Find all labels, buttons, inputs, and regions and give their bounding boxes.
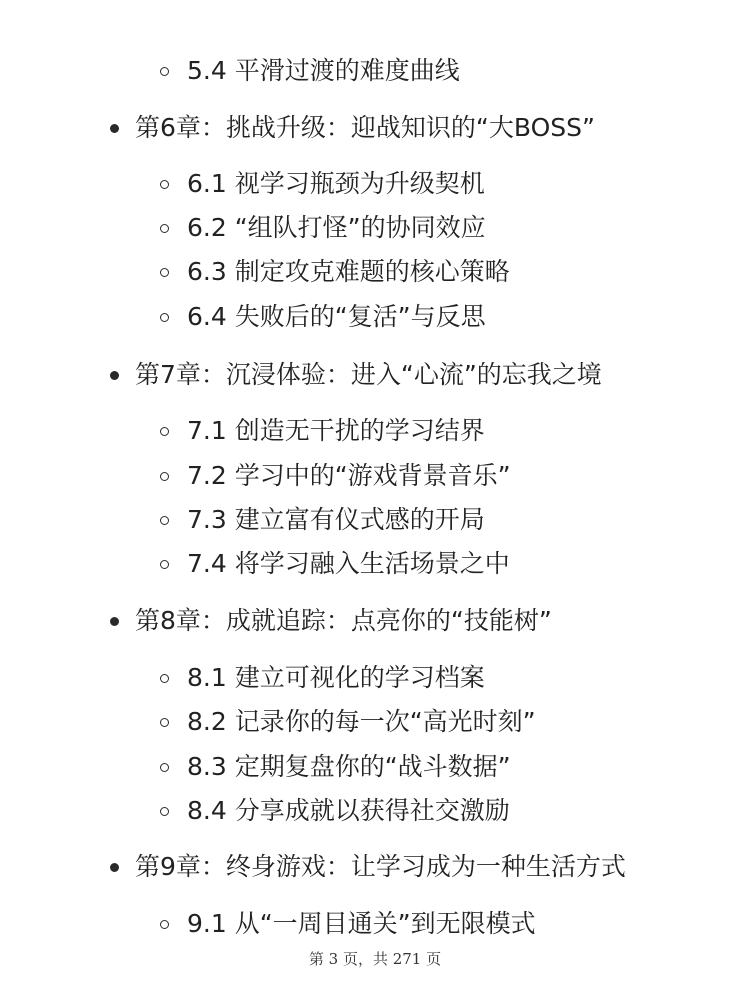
toc-chapter-item[interactable] — [110, 604, 552, 638]
circle-bullet-icon — [160, 224, 169, 233]
toc-chapter-item[interactable] — [110, 111, 595, 145]
toc-item-text: 第7章：沉浸体验：进入“心流”的忘我之境 — [135, 360, 602, 389]
circle-bullet-icon — [160, 516, 169, 525]
toc-item-text: 7.1 创造无干扰的学习结界 — [187, 416, 485, 445]
toc-section-item[interactable] — [160, 167, 485, 201]
toc-item-text: 6.1 视学习瓶颈为升级契机 — [187, 169, 485, 198]
toc-item-text: 7.2 学习中的“游戏背景音乐” — [187, 461, 511, 490]
toc-section-item[interactable] — [160, 750, 511, 784]
toc-chapter-item[interactable] — [110, 358, 602, 392]
toc-item-text: 第8章：成就追踪：点亮你的“技能树” — [135, 606, 552, 635]
toc-section-item[interactable] — [160, 794, 510, 828]
disc-bullet-icon — [110, 124, 119, 133]
toc-section-item[interactable] — [160, 54, 460, 88]
circle-bullet-icon — [160, 268, 169, 277]
page-number-footer: 第 3 页，共 271 页 — [308, 950, 442, 968]
toc-item-text: 第9章：终身游戏：让学习成为一种生活方式 — [135, 852, 626, 881]
toc-item-text: 6.2 “组队打怪”的协同效应 — [187, 213, 486, 242]
toc-item-text: 第6章：挑战升级：迎战知识的“大BOSS” — [135, 113, 595, 142]
toc-item-text: 8.2 记录你的每一次“高光时刻” — [187, 707, 536, 736]
circle-bullet-icon — [160, 313, 169, 322]
toc-section-item[interactable] — [160, 255, 510, 289]
toc-section-item[interactable] — [160, 661, 485, 695]
toc-item-text: 5.4 平滑过渡的难度曲线 — [187, 56, 460, 85]
toc-item-text: 6.4 失败后的“复活”与反思 — [187, 302, 486, 331]
toc-item-text: 9.1 从“一周目通关”到无限模式 — [187, 909, 536, 938]
disc-bullet-icon — [110, 617, 119, 626]
toc-chapter-item[interactable] — [110, 850, 626, 884]
circle-bullet-icon — [160, 718, 169, 727]
circle-bullet-icon — [160, 763, 169, 772]
circle-bullet-icon — [160, 920, 169, 929]
toc-item-text: 8.3 定期复盘你的“战斗数据” — [187, 752, 511, 781]
circle-bullet-icon — [160, 560, 169, 569]
toc-section-item[interactable] — [160, 705, 536, 739]
circle-bullet-icon — [160, 472, 169, 481]
toc-section-item[interactable] — [160, 211, 486, 245]
toc-item-text: 7.4 将学习融入生活场景之中 — [187, 549, 510, 578]
toc-section-item[interactable] — [160, 300, 486, 334]
toc-section-item[interactable] — [160, 459, 511, 493]
disc-bullet-icon — [110, 371, 119, 380]
toc-section-item[interactable] — [160, 414, 485, 448]
circle-bullet-icon — [160, 674, 169, 683]
circle-bullet-icon — [160, 180, 169, 189]
circle-bullet-icon — [160, 427, 169, 436]
disc-bullet-icon — [110, 863, 119, 872]
circle-bullet-icon — [160, 807, 169, 816]
toc-item-text: 8.1 建立可视化的学习档案 — [187, 663, 485, 692]
toc-section-item[interactable] — [160, 547, 510, 581]
toc-item-text: 8.4 分享成就以获得社交激励 — [187, 796, 510, 825]
toc-item-text: 6.3 制定攻克难题的核心策略 — [187, 257, 510, 286]
toc-section-item[interactable] — [160, 503, 485, 537]
toc-item-text: 7.3 建立富有仪式感的开局 — [187, 505, 485, 534]
circle-bullet-icon — [160, 67, 169, 76]
toc-section-item[interactable] — [160, 907, 536, 941]
